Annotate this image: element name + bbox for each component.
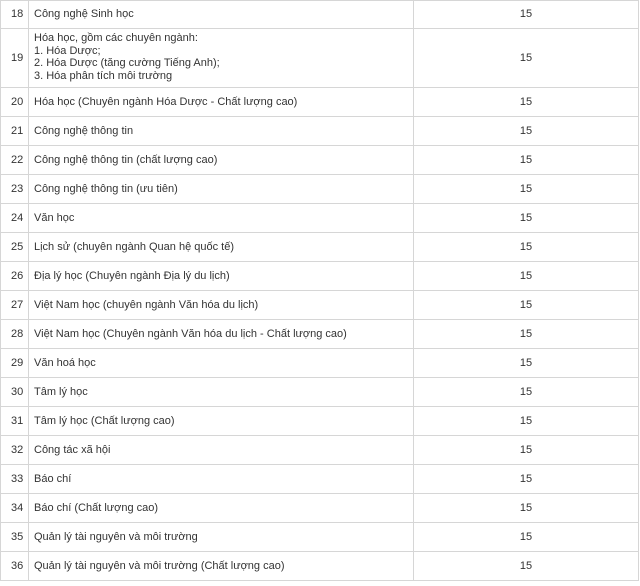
score-value: 15 — [414, 0, 639, 28]
score-value: 15 — [414, 175, 639, 203]
major-name — [29, 29, 414, 87]
row-number: 22 — [1, 146, 29, 174]
row-number: 35 — [1, 523, 29, 551]
major-name-line: Hóa học, gồm các chuyên ngành: — [34, 32, 198, 44]
score-value: 15 — [414, 262, 639, 290]
table-row — [1, 523, 639, 552]
major-name: Báo chí — [29, 465, 414, 493]
major-name: Công nghệ thông tin — [29, 117, 414, 145]
table-row — [1, 0, 639, 29]
row-number: 25 — [1, 233, 29, 261]
score-value: 15 — [414, 436, 639, 464]
row-number: 32 — [1, 436, 29, 464]
score-value: 15 — [414, 349, 639, 377]
major-name: Việt Nam học (chuyên ngành Văn hóa du lịch) — [29, 291, 414, 319]
major-name: Công nghệ thông tin (ưu tiên) — [29, 175, 414, 203]
row-number: 31 — [1, 407, 29, 435]
major-name: Quản lý tài nguyên và môi trường — [29, 523, 414, 551]
major-name: Tâm lý học (Chất lượng cao) — [29, 407, 414, 435]
score-value: 15 — [414, 320, 639, 348]
score-value: 15 — [414, 88, 639, 116]
major-name: Tâm lý học — [29, 378, 414, 406]
table-row — [1, 146, 639, 175]
row-number: 19 — [1, 29, 29, 87]
major-name-line: 3. Hóa phân tích môi trường — [34, 69, 173, 82]
table-row — [1, 29, 639, 88]
row-number: 33 — [1, 465, 29, 493]
major-name: Văn học — [29, 204, 414, 232]
score-value: 15 — [414, 204, 639, 232]
table-row — [1, 88, 639, 117]
major-name: Công nghệ thông tin (chất lượng cao) — [29, 146, 414, 174]
table-row — [1, 407, 639, 436]
score-value: 15 — [414, 494, 639, 522]
score-value: 15 — [414, 29, 639, 87]
score-value: 15 — [414, 523, 639, 551]
table-row — [1, 204, 639, 233]
table-row — [1, 436, 639, 465]
major-name: Hóa học (Chuyên ngành Hóa Dược - Chất lượng cao) — [29, 88, 414, 116]
table-row — [1, 117, 639, 146]
major-name: Quản lý tài nguyên và môi trường (Chất lượng cao) — [29, 552, 414, 580]
table-row — [1, 378, 639, 407]
score-value: 15 — [414, 378, 639, 406]
row-number: 36 — [1, 552, 29, 580]
score-value: 15 — [414, 233, 639, 261]
table-row — [1, 494, 639, 523]
table-row — [1, 175, 639, 204]
major-name: Văn hoá học — [29, 349, 414, 377]
row-number: 34 — [1, 494, 29, 522]
major-name-line: 1. Hóa Dược; — [34, 44, 101, 57]
table-row — [1, 320, 639, 349]
major-name: Báo chí (Chất lượng cao) — [29, 494, 414, 522]
row-number: 20 — [1, 88, 29, 116]
row-number: 24 — [1, 204, 29, 232]
table-row — [1, 465, 639, 494]
row-number: 26 — [1, 262, 29, 290]
score-value: 15 — [414, 146, 639, 174]
row-number: 23 — [1, 175, 29, 203]
table-row — [1, 233, 639, 262]
score-value: 15 — [414, 407, 639, 435]
major-name-line: 2. Hóa Dược (tăng cường Tiếng Anh); — [34, 57, 220, 69]
row-number: 18 — [1, 0, 29, 28]
row-number: 29 — [1, 349, 29, 377]
major-name: Công nghệ Sinh học — [29, 0, 414, 28]
table-row — [1, 291, 639, 320]
major-name: Công tác xã hội — [29, 436, 414, 464]
row-number: 21 — [1, 117, 29, 145]
major-name: Địa lý học (Chuyên ngành Địa lý du lịch) — [29, 262, 414, 290]
score-value: 15 — [414, 291, 639, 319]
table-row — [1, 552, 639, 581]
major-name: Việt Nam học (Chuyên ngành Văn hóa du lịch - Chất lượng cao) — [29, 320, 414, 348]
row-number: 30 — [1, 378, 29, 406]
score-value: 15 — [414, 465, 639, 493]
major-name: Lịch sử (chuyên ngành Quan hệ quốc tế) — [29, 233, 414, 261]
row-number: 27 — [1, 291, 29, 319]
table-row — [1, 349, 639, 378]
score-value: 15 — [414, 552, 639, 580]
score-value: 15 — [414, 117, 639, 145]
table-row — [1, 262, 639, 291]
row-number: 28 — [1, 320, 29, 348]
